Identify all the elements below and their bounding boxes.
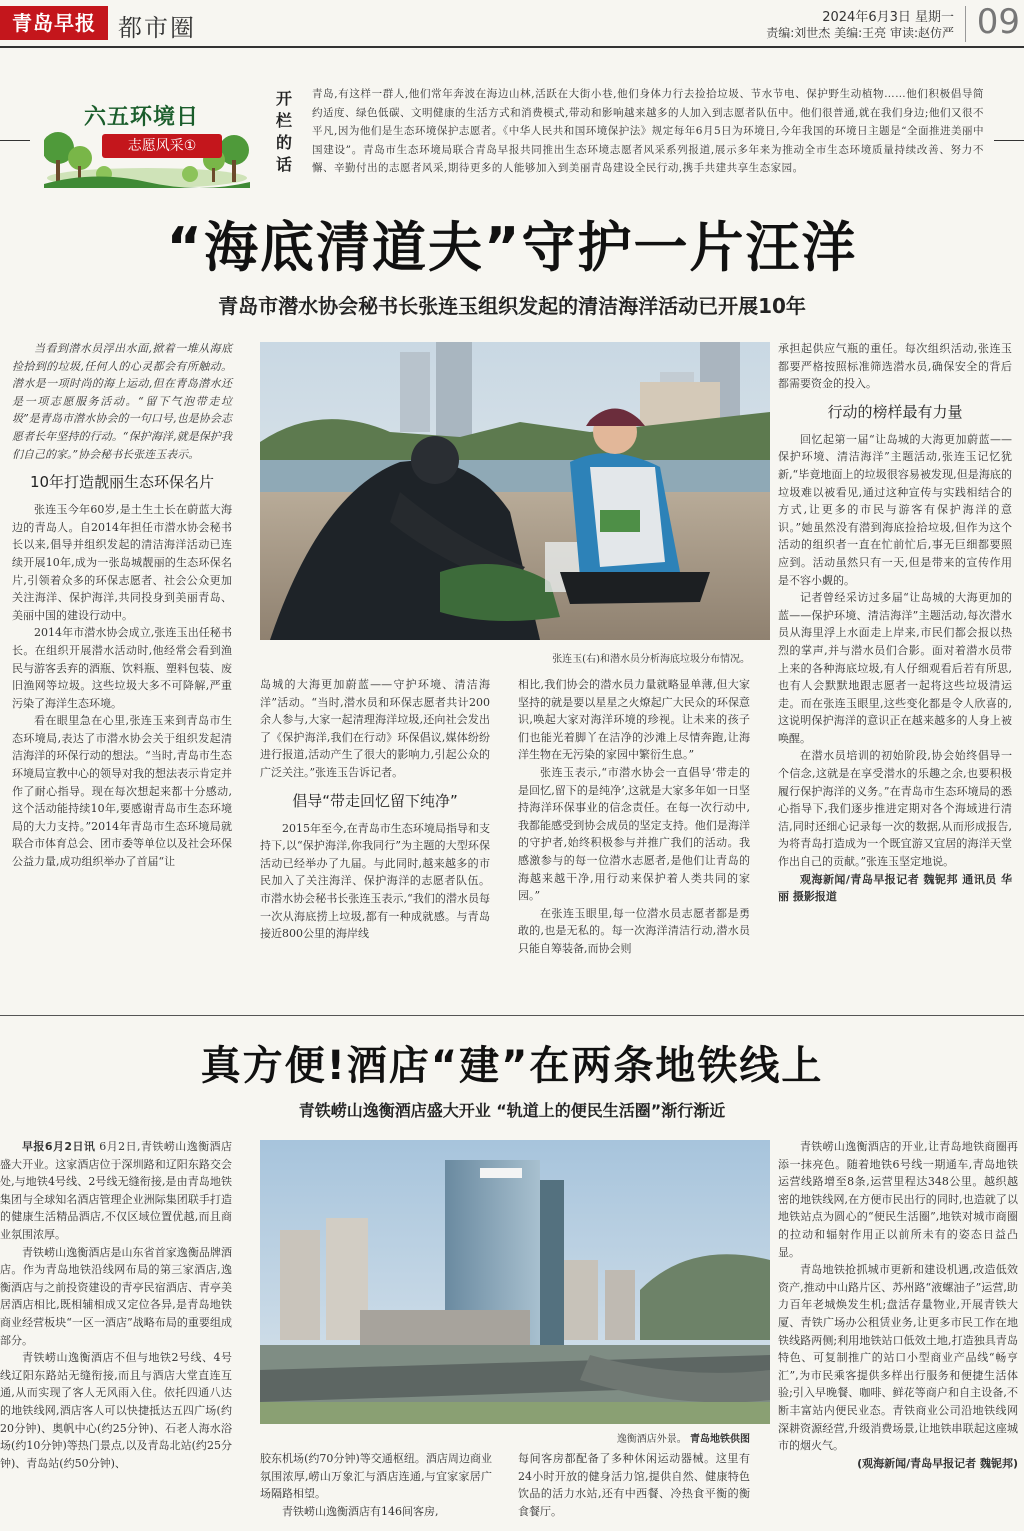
article1-photo-caption: 张连玉(右)和潜水员分析海底垃圾分布情况。 [552,654,750,665]
paragraph: 每间客房都配备了多种休闲运动器械。这里有24小时开放的健身活力馆,提供自然、健康特色饮品的活力水站,还有中西餐、冷热食平衡的衡食餐厅。 [518,1452,750,1518]
masthead [0,0,1024,46]
article1-subheading-2: 倡导“带走回忆留下纯净” [292,791,458,810]
article2-photo-caption [420,1430,750,1445]
section-name: 都市圈 [118,14,196,42]
paragraph: 相比,我们协会的潜水员力量就略显单薄,但大家坚持的就是要以星星之火燎起广大民众的环保意识,唤起大家对海洋环境的珍视。让未来的孩子们也能光着脚丫在洁净的沙滩上尽情奔跑,让海洋生物在无污染的家园中繁衍生息。” [518,678,750,762]
paragraph: 青铁崂山逸衡酒店的开业,让青岛地铁商圈再添一抹亮色。随着地铁6号线一期通车,青岛地铁运营线路增至8条,运营里程达348公里。越织越密的地铁线网,在方便市民出行的同时,也造就了以地铁站点为圆心的“便民生活圈”,地铁对城市商圈的拉动和辐射作用正以前所未有的姿态日益凸显。 [778,1140,1018,1259]
page-number: 09 [976,2,1020,42]
paragraph: 青岛地铁抢抓城市更新和建设机遇,改造低效资产,推动中山路片区、苏州路“液螺油子”运营,助力百年老城焕发生机;盘活存量物业,开展青铁大厦、青铁广场办公租赁业务,让更多市民工作在地铁线路两侧;利用地铁站口低效土地,打造独具青岛特色、可复制推广的站口小型商业产品线“畅亨汇”,为市民乘客提供多样出行服务和便捷生活体验;引入早晚餐、咖啡、鲜花等商户和自主设备,不断丰富站内便民业态。青铁商业公司沿地铁线网深耕资源经营,升级消费场景,让地铁串联起这座城市的烟火气。 [778,1263,1018,1453]
article1-lead: 当看到潜水员浮出水面,掀着一堆从海底捡拾到的垃圾,任何人的心灵都会有所触动。潜水是一项时尚的海上运动,但在青岛潜水还是一项志愿服务活动。“留下气泡带走垃圾”是青岛市潜水协会的一句口号,也是协会志愿者长年坚持的行动。“保护海洋,就是保护我们自己的家。”协会秘书长张连玉表示。 [12,342,232,461]
paragraph: 岛城的大海更加蔚蓝——守护环境、清洁海洋”活动。“当时,潜水员和环保志愿者共计200余人参与,大家一起清理海洋垃圾,还向社会发出了《保护海洋,我们在行动》环保倡议,媒体纷纷进行报道,活动产生了很大的影响力,引起公众的广泛关注。”张连玉告诉记者。 [260,678,490,779]
article1-column-4 [778,340,1012,906]
article2-photo [260,1140,770,1424]
masthead-divider [965,6,966,42]
subheadline-main: 青岛市潜水协会秘书长张连玉组织发起的清洁海洋活动已开展10年 [218,294,806,318]
bracket-line-left [0,140,30,141]
paragraph: 青铁崂山逸衡酒店不但与地铁2号线、4号线辽阳东路站无缝衔接,而且与酒店大堂直连互通,从而实现了客人无风雨入住。依托四通八达的地铁线网,酒店客人可以快捷抵达五四广场(约20分钟)、奥帆中心(约25分钟)、石老人海水浴场(约10分钟)等热门景点,以及青岛北站(约25分钟)、青岛站(约50分钟)、 [0,1351,232,1470]
article1-subheading-3: 行动的榜样最有力量 [827,402,963,421]
beach-divers-photo [260,342,770,640]
paragraph: 看在眼里急在心里,张连玉来到青岛市生态环境局,表达了市潜水协会关于组织发起清洁海洋的环保行动的想法。“当时,青岛市生态环境局宣教中心的领导对我的想法表示肯定并作了耐心指导。现在每次想起来都十分感动,这个活动能持续10年,要感谢青岛市生态环境局的大力支持。”2014年青岛市生态环境局就联合市体育总会、团市委等单位以及社会环保公益力量,成功组织举办了首届“让 [12,714,232,869]
paragraph: 在潜水员培训的初始阶段,协会始终倡导一个信念,这就是在享受潜水的乐趣之余,也要积极履行保护海洋的义务。”在青岛市生态环境局的悉心指导下,我们逐步推进定期对各个海域进行清洁,同时还细心记录每一次的数据,从而形成报告,为将青岛打造成为一个既宜游又宜居的海洋天堂作出自己的贡献。”张连玉坚定地说。 [778,749,1012,869]
newspaper-logo: 青岛早报 [0,6,108,40]
paragraph: 2014年市潜水协会成立,张连玉出任秘书长。在组织开展潜水活动时,他经常会看到渔民与游客丢弃的酒瓶、饮料瓶、塑料包装、废旧渔网等垃圾。这些垃圾大多不可降解,严重污染了海洋生态环境。 [12,626,232,710]
paragraph: 6月2日,青铁崂山逸衡酒店盛大开业。这家酒店位于深圳路和辽阳东路交会处,与地铁4号线、2号线无缝衔接,是由青岛地铁集团与全球知名酒店管理企业洲际集团联手打造的健康生活精品酒店,不仅区域位置优越,而且商业氛围浓厚。 [0,1140,232,1241]
headline-main: “海底清道夫”守护一片汪洋 [166,216,858,279]
hotel-exterior-photo [260,1140,770,1424]
photo-caption-text: 逸衡酒店外景。 [616,1434,687,1445]
paragraph: 青铁崂山逸衡酒店有146间客房, [282,1504,439,1518]
article2-column-2 [260,1450,492,1520]
paragraph: 承担起供应气瓶的重任。每次组织活动,张连玉都要严格按照标准筛选潜水员,确保安全的背后都需要资金的投入。 [778,342,1012,391]
paragraph: 记者曾经采访过多届“让岛城的大海更加的蓝——保护环境、清洁海洋”主题活动,每次潜水员从海里浮上水面走上岸来,市民们都会报以热烈的掌声,并与潜水员们合影。面对着潜水员带上来的各种海底垃圾,有人仔细观看后若有所思,也有人会默默地跟志愿者一起将这些垃圾清运走。而在张连玉眼里,这些变化都是令人欣喜的,这说明保护海洋的意识正在越来越多的人身上被唤醒。 [778,591,1012,745]
column-intro-label: 开栏的话 [276,89,293,174]
paragraph: 2015年至今,在青岛市生态环境局指导和支持下,以“保护海洋,你我同行”为主题的大型环保活动已经举办了九届。与此同时,越来越多的市民加入了关注海洋、保护海洋的志愿者队伍。市潜水协会秘书长张连玉表示,“我们的潜水员每一次从海底捞上垃圾,都有一种成就感。与青岛接近800公里的海岸线 [260,821,490,941]
article2-column-3 [518,1450,750,1520]
article2-byline: (观海新闻/青岛早报记者 魏铌邦) [857,1456,1018,1470]
paragraph: 在张连玉眼里,每一位潜水员志愿者都是勇敢的,也是无私的。每一次海洋清洁行动,潜水员只能自筹装备,而协会则 [518,906,750,955]
article1-photo [260,342,770,640]
masthead-rule [0,46,1024,48]
paragraph: 回忆起第一届“让岛城的大海更加蔚蓝——保护环境、清洁海洋”主题活动,张连玉记忆犹新,“毕竟地面上的垃圾很容易被发现,但是海底的垃圾难以被看见,通过这种宣传与实践相结合的方式,让更多的市民与游客有保护海洋的意识。”她虽然没有潜到海底捡拾垃圾,但作为这个活动的组织者一直在忙前忙后,事无巨细都要照应到。活动虽然只有一天,但是带来的宣传作用是不容小觑的。 [778,432,1012,587]
section-divider [0,1015,1024,1016]
badge-subtitle: 志愿风采① [102,134,222,158]
article2-column-4 [778,1138,1018,1472]
column-intro-text: 青岛,有这样一群人,他们常年奔波在海边山林,活跃在大街小巷,他们身体力行去捡拾垃圾、节水节电、保护野生动植物……他们积极倡导简约适度、绿色低碳、文明健康的生活方式和消费模式,带动和影响越来越多的人加入到志愿者队伍中。他们很普通,就在我们身边;他们又很不平凡,因为他们是生态环境保护志愿者。《中华人民共和国环境保护法》规定每年6月5日为环境日,今年我国的环境日主题是“全面推进美丽中国建设”。青岛市生态环境局联合青岛早报共同推出生态环境志愿者风采系列报道,展示多年来为推动全市生态环境质量持续改善、努力不懈、辛勤付出的志愿者风采,期待更多的人能够加入到美丽青岛建设全民行动,携手共建共享生态家园。 [312,88,984,174]
paragraph: 胶东机场(约70分钟)等交通枢纽。酒店周边商业氛围浓厚,崂山万象汇与酒店连通,与宜家家居广场隔路相望。 [260,1452,492,1501]
article1-column-3 [518,676,750,958]
article1-subheading-1: 10年打造靓丽生态环保名片 [29,473,215,492]
article1-column-1 [12,340,232,871]
paragraph: 张连玉今年60岁,是土生土长在蔚蓝大海边的青岛人。自2014年担任市潜水协会秘书长以来,倡导并组织发起的清洁海洋活动已连续开展10年,成为一张岛城靓丽的生态环保名片,引领着众多的环保志愿者、社会公众更加关注海洋、保护海洋,共同投身到美丽青岛、美丽中国的建设行动中。 [12,503,232,622]
paragraph: 青铁崂山逸衡酒店是山东省首家逸衡品牌酒店。作为青岛地铁沿线网布局的第三家酒店,逸衡酒店与之前投资建设的青亭民宿酒店、青亭美居酒店相比,既相辅相成又定位各异,是青岛地铁商业经营板块“一区一酒店”战略布局的重要组成部分。 [0,1245,232,1347]
column-badge [44,92,250,188]
bracket-line-right [994,140,1024,141]
editor-credits: 责编:刘世杰 美编:王亮 审读:赵仿严 [766,26,954,40]
article1-byline: 观海新闻/青岛早报记者 魏铌邦 通讯员 华丽 摄影报道 [778,872,1012,904]
badge-title: 六五环境日 [84,105,200,130]
photo-credit: 青岛地铁供图 [690,1434,750,1445]
article1-column-2 [260,676,490,943]
subheadline-second: 青铁崂山逸衡酒店盛大开业 “轨道上的便民生活圈”渐行渐近 [298,1101,726,1120]
issue-date: 2024年6月3日 星期一 [822,10,954,25]
dateline: 早报6月2日讯 [22,1140,96,1153]
headline-second: 真方便!酒店“建”在两条地铁线上 [200,1043,824,1089]
paragraph: 张连玉表示,“市潜水协会一直倡导‘带走的是回忆,留下的是纯净’,这就是大家多年如一日坚持海洋环保事业的信念责任。在每一次行动中,我都能感受到协会成员的坚定支持。他们是海洋的守护者,始终积极参与并推广我们的活动。我感激参与的每一位潜水志愿者,是他们让青岛的海越来越干净,用行动来保护着人类共同的家园。” [518,765,750,903]
article2-column-1 [0,1138,232,1472]
